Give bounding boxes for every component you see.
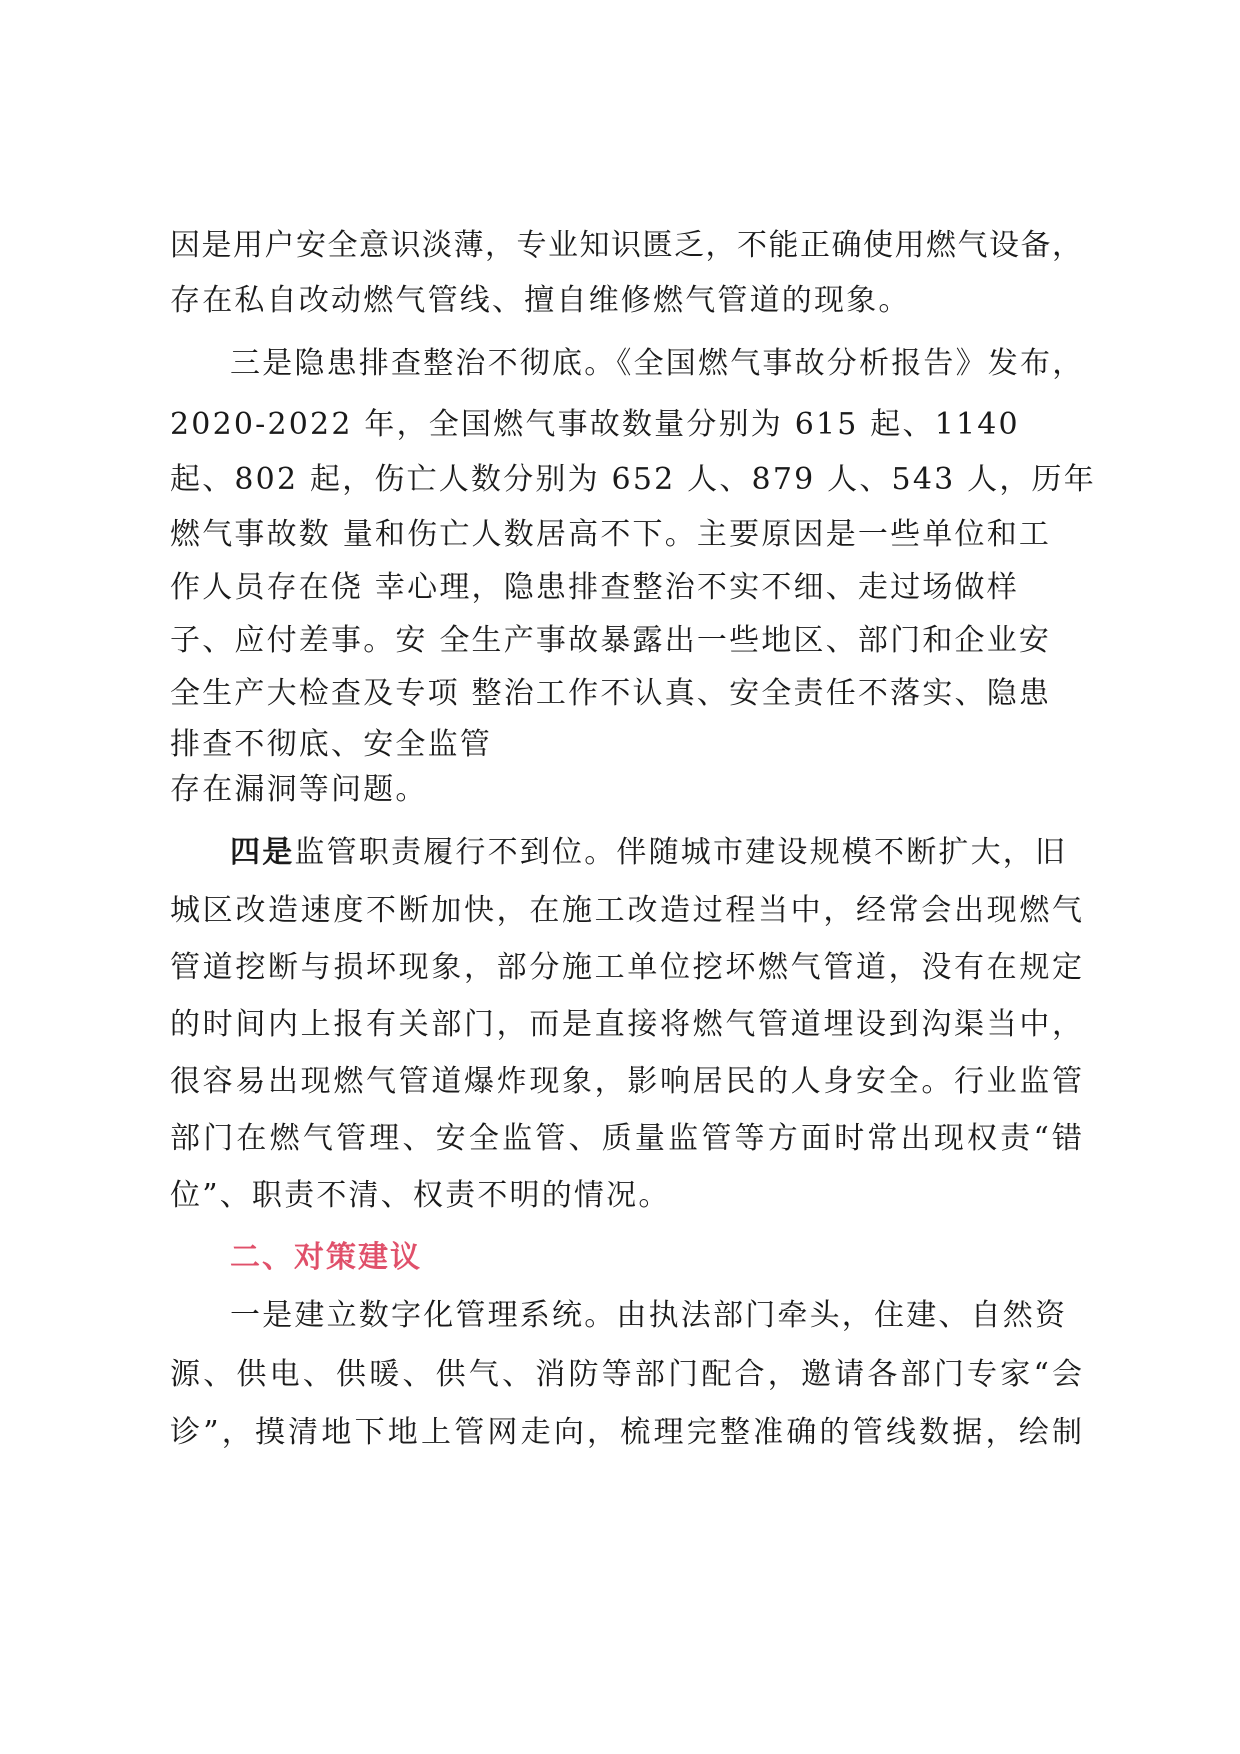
- paragraph-line: 燃气事故数 量和伤亡人数居高不下。主要原因是一些单位和工: [170, 517, 1052, 552]
- paragraph-line: 子、应付差事。安 全生产事故暴露出一些地区、部门和企业安: [170, 623, 1052, 658]
- paragraph-line: 因是用户安全意识淡薄，专业知识匮乏，不能正确使用燃气设备，: [170, 228, 1082, 263]
- paragraph-line: 排查不彻底、安全监管: [170, 727, 492, 762]
- paragraph-line: 三是隐患排查整治不彻底。《全国燃气事故分析报告》发布，: [230, 346, 1085, 381]
- paragraph-line: 的时间内上报有关部门，而是直接将燃气管道埋设到沟渠当中，: [170, 1007, 1082, 1042]
- paragraph-line: 存在漏洞等问题。: [170, 772, 428, 807]
- paragraph-line: 部门在燃气管理、安全监管、质量监管等方面时常出现权责“错: [170, 1121, 1082, 1156]
- paragraph-line: 城区改造速度不断加快，在施工改造过程当中，经常会出现燃气: [170, 893, 1082, 928]
- paragraph-line: 位”、职责不清、权责不明的情况。: [170, 1178, 671, 1213]
- paragraph-line: 起、802 起，伤亡人数分别为 652 人、879 人、543 人，历年: [170, 462, 1096, 497]
- paragraph-line: 2020-2022 年，全国燃气事故数量分别为 615 起、1140: [170, 407, 1020, 442]
- paragraph-line: 源、供电、供暖、供气、消防等部门配合，邀请各部门专家“会: [170, 1357, 1082, 1392]
- paragraph-line: 全生产大检查及专项 整治工作不认真、安全责任不落实、隐患: [170, 676, 1052, 711]
- paragraph-line: 诊”，摸清地下地上管网走向，梳理完整准确的管线数据，绘制: [170, 1415, 1082, 1450]
- paragraph-line: 一是建立数字化管理系统。由执法部门牵头，住建、自然资: [230, 1298, 1068, 1333]
- paragraph-line: 很容易出现燃气管道爆炸现象，影响居民的人身安全。行业监管: [170, 1064, 1082, 1099]
- paragraph-line: 管道挖断与损坏现象，部分施工单位挖坏燃气管道，没有在规定: [170, 950, 1082, 985]
- section-four-lead: 四是: [230, 835, 295, 870]
- paragraph-line: 作人员存在侥 幸心理，隐患排查整治不实不细、走过场做样: [170, 570, 1019, 605]
- paragraph-line: 存在私自改动燃气管线、擅自维修燃气管道的现象。: [170, 283, 911, 318]
- section-four-first-line: [230, 833, 1067, 873]
- section-four-lead-rest: 监管职责履行不到位。伴随城市建设规模不断扩大，旧: [294, 835, 1068, 870]
- section-heading: 二、对策建议: [230, 1240, 422, 1275]
